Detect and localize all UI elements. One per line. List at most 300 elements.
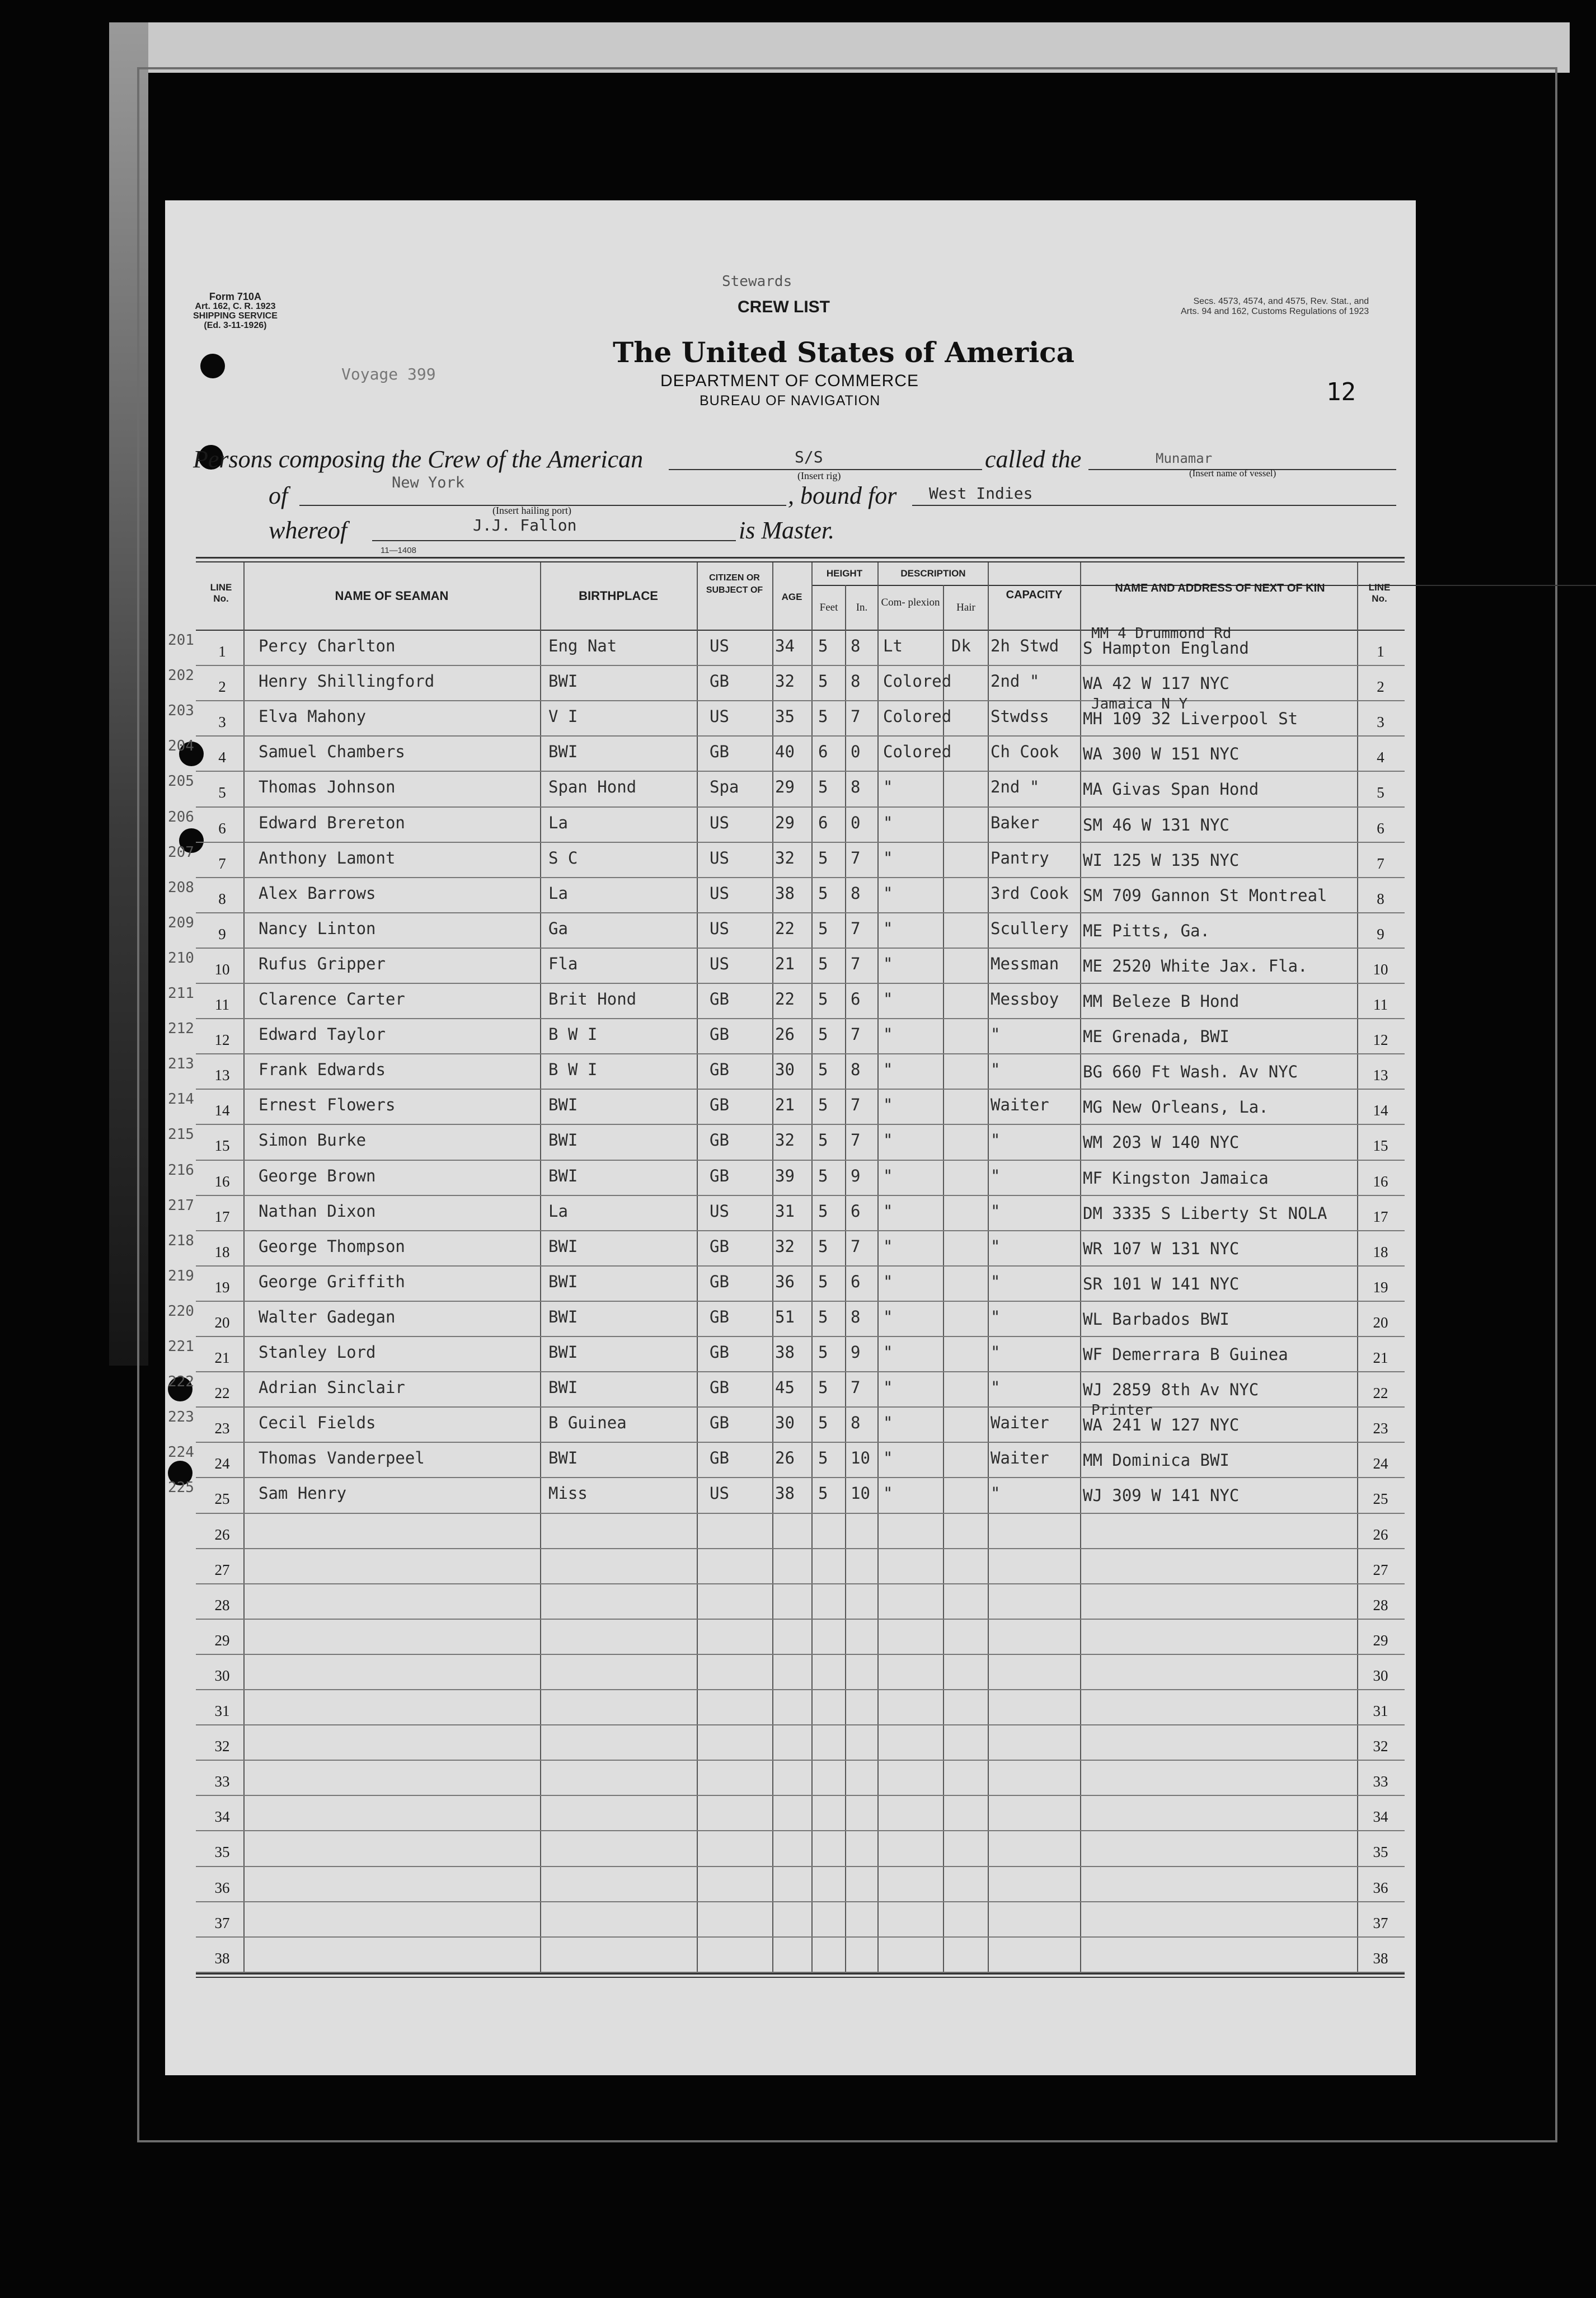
birthplace: B Guinea bbox=[548, 1413, 627, 1433]
age: 21 bbox=[775, 1095, 795, 1115]
age: 31 bbox=[775, 1201, 795, 1221]
capacity: 2nd " bbox=[991, 672, 1040, 691]
height-inches: 8 bbox=[851, 636, 861, 655]
height-inches: 8 bbox=[851, 883, 861, 903]
birthplace: BWI bbox=[548, 1378, 578, 1397]
col-capacity: CAPACITY bbox=[1006, 589, 1063, 601]
line-number-right: 20 bbox=[1373, 1314, 1388, 1331]
capacity: " bbox=[991, 1272, 1001, 1291]
line-number-right: 22 bbox=[1373, 1385, 1388, 1402]
capacity: Baker bbox=[991, 813, 1040, 832]
height-feet: 5 bbox=[818, 1448, 828, 1468]
is-master-label: is Master. bbox=[739, 517, 835, 544]
line-number: 13 bbox=[214, 1067, 230, 1084]
birthplace: BWI bbox=[548, 1236, 578, 1256]
birthplace: Span Hond bbox=[548, 777, 637, 797]
complexion: " bbox=[883, 848, 893, 867]
line-number-right: 25 bbox=[1373, 1490, 1388, 1508]
country-title: The United States of America bbox=[613, 336, 1075, 369]
voyage-number: Voyage 399 bbox=[341, 365, 436, 383]
next-of-kin: SM 709 Gannon St Montreal bbox=[1083, 885, 1327, 905]
margin-number: 212 bbox=[168, 1020, 194, 1038]
row-rule bbox=[196, 1866, 1405, 1867]
next-of-kin: DM 3335 S Liberty St NOLA bbox=[1083, 1203, 1327, 1223]
form-ref: SHIPPING SERVICE bbox=[193, 311, 278, 321]
citizenship: GB bbox=[710, 1272, 729, 1291]
line-number: 23 bbox=[214, 1420, 230, 1437]
complexion: Colored bbox=[883, 707, 952, 726]
birthplace: La bbox=[548, 813, 568, 832]
col-hair: Hair bbox=[956, 602, 975, 613]
capacity: Waiter bbox=[991, 1413, 1049, 1433]
seaman-name: Nathan Dixon bbox=[259, 1201, 376, 1221]
margin-number: 214 bbox=[168, 1091, 194, 1108]
citizenship: GB bbox=[710, 1448, 729, 1468]
line-number-right: 10 bbox=[1373, 960, 1388, 978]
col-name: NAME OF SEAMAN bbox=[335, 589, 449, 603]
height-feet: 5 bbox=[818, 707, 828, 726]
line-number-right: 7 bbox=[1377, 855, 1384, 872]
margin-number: 207 bbox=[168, 843, 194, 861]
line-number-right: 17 bbox=[1373, 1208, 1388, 1225]
height-inches: 7 bbox=[851, 1095, 861, 1115]
height-feet: 6 bbox=[818, 813, 828, 832]
birthplace: B W I bbox=[548, 1060, 598, 1080]
birthplace: Fla bbox=[548, 954, 578, 973]
line-number-right: 1 bbox=[1377, 643, 1384, 660]
margin-number: 223 bbox=[168, 1409, 194, 1426]
height-feet: 5 bbox=[818, 1095, 828, 1115]
height-inches: 8 bbox=[851, 1307, 861, 1326]
complexion: " bbox=[883, 1272, 893, 1291]
line-number: 14 bbox=[214, 1102, 230, 1119]
capacity: " bbox=[991, 1378, 1001, 1397]
line-number-right: 34 bbox=[1373, 1808, 1388, 1826]
statute-ref-line: Secs. 4573, 4574, and 4575, Rev. Stat., and bbox=[1193, 297, 1369, 306]
complexion: " bbox=[883, 1484, 893, 1503]
complexion: " bbox=[883, 1413, 893, 1433]
row-rule bbox=[196, 1018, 1405, 1019]
birthplace: BWI bbox=[548, 1307, 578, 1326]
height-feet: 5 bbox=[818, 1060, 828, 1080]
next-of-kin: BG 660 Ft Wash. Av NYC bbox=[1083, 1062, 1298, 1082]
preamble-line1: Persons composing the Crew of the American bbox=[193, 445, 644, 473]
complexion: " bbox=[883, 1236, 893, 1256]
height-feet: 5 bbox=[818, 1378, 828, 1397]
line-number: 24 bbox=[214, 1455, 230, 1472]
next-of-kin: WA 300 W 151 NYC bbox=[1083, 744, 1240, 764]
whereof-label: whereof bbox=[269, 517, 348, 544]
line-number: 27 bbox=[214, 1561, 230, 1578]
margin-number: 208 bbox=[168, 879, 194, 896]
birthplace: BWI bbox=[548, 742, 578, 762]
row-rule bbox=[196, 700, 1405, 701]
complexion: " bbox=[883, 1060, 893, 1080]
next-of-kin: SM 46 W 131 NYC bbox=[1083, 815, 1229, 834]
age: 26 bbox=[775, 1448, 795, 1468]
col-line-no: LINE No. bbox=[210, 582, 232, 604]
height-feet: 5 bbox=[818, 1484, 828, 1503]
capacity: " bbox=[991, 1201, 1001, 1221]
statute-ref bbox=[1181, 297, 1369, 317]
line-number: 7 bbox=[218, 855, 226, 872]
next-of-kin: MA Givas Span Hond bbox=[1083, 780, 1259, 799]
line-number-right: 36 bbox=[1373, 1879, 1388, 1896]
age: 36 bbox=[775, 1272, 795, 1291]
next-of-kin: MG New Orleans, La. bbox=[1083, 1098, 1269, 1117]
line-number-right: 30 bbox=[1373, 1667, 1388, 1684]
col-citizen: CITIZEN OR SUBJECT OF bbox=[706, 573, 763, 595]
margin-number: 210 bbox=[168, 949, 194, 967]
line-number-right: 24 bbox=[1373, 1455, 1388, 1472]
next-of-kin: WR 107 W 131 NYC bbox=[1083, 1239, 1240, 1258]
margin-number: 209 bbox=[168, 914, 194, 931]
age: 32 bbox=[775, 672, 795, 691]
age: 38 bbox=[775, 883, 795, 903]
next-of-kin: WM 203 W 140 NYC bbox=[1083, 1133, 1240, 1152]
citizenship: GB bbox=[710, 1413, 729, 1433]
margin-number: 204 bbox=[168, 738, 194, 755]
citizenship: US bbox=[710, 813, 729, 832]
seaman-name: Clarence Carter bbox=[259, 989, 405, 1009]
line-number-right: 9 bbox=[1377, 925, 1384, 942]
height-inches: 6 bbox=[851, 989, 861, 1009]
complexion: " bbox=[883, 954, 893, 973]
birthplace: BWI bbox=[548, 1343, 578, 1362]
complexion: " bbox=[883, 1025, 893, 1044]
citizenship: GB bbox=[710, 1060, 729, 1080]
margin-number: 222 bbox=[168, 1373, 194, 1391]
row-rule bbox=[196, 1901, 1405, 1902]
age: 32 bbox=[775, 1236, 795, 1256]
of-label: of bbox=[269, 482, 288, 509]
line-number-right: 18 bbox=[1373, 1243, 1388, 1260]
capacity: Messboy bbox=[991, 989, 1059, 1009]
seaman-name: Alex Barrows bbox=[259, 883, 376, 903]
complexion: " bbox=[883, 1095, 893, 1115]
margin-number: 221 bbox=[168, 1338, 194, 1355]
citizenship: GB bbox=[710, 1236, 729, 1256]
capacity: " bbox=[991, 1236, 1001, 1256]
height-inches: 8 bbox=[851, 777, 861, 797]
margin-number: 213 bbox=[168, 1056, 194, 1073]
row-rule bbox=[196, 1230, 1405, 1231]
line-number-right: 4 bbox=[1377, 749, 1384, 766]
complexion: " bbox=[883, 918, 893, 938]
line-number: 5 bbox=[218, 784, 226, 801]
birthplace: BWI bbox=[548, 1448, 578, 1468]
col-feet: Feet bbox=[819, 602, 838, 613]
line-number: 1 bbox=[218, 643, 226, 660]
line-number-right: 33 bbox=[1373, 1773, 1388, 1790]
next-of-kin: WA 241 W 127 NYC bbox=[1083, 1415, 1240, 1435]
col-height: HEIGHT bbox=[826, 568, 863, 579]
height-inches: 8 bbox=[851, 1060, 861, 1080]
height-inches: 6 bbox=[851, 1272, 861, 1291]
line-number: 34 bbox=[214, 1808, 230, 1826]
complexion: " bbox=[883, 1307, 893, 1326]
line-number-right: 32 bbox=[1373, 1738, 1388, 1755]
row-rule bbox=[196, 1548, 1405, 1549]
seaman-name: Rufus Gripper bbox=[259, 954, 386, 973]
line-number: 4 bbox=[218, 749, 226, 766]
bound-for-label: , bound for bbox=[788, 482, 897, 509]
port-caption: (Insert hailing port) bbox=[492, 505, 571, 516]
col-line-no-right: LINE No. bbox=[1368, 582, 1391, 604]
citizenship: GB bbox=[710, 742, 729, 762]
row-rule bbox=[196, 1477, 1405, 1478]
line-number-right: 8 bbox=[1377, 890, 1384, 907]
capacity: Messman bbox=[991, 954, 1059, 973]
row-rule bbox=[196, 1830, 1405, 1831]
birthplace: V I bbox=[548, 707, 578, 726]
margin-number: 215 bbox=[168, 1126, 194, 1143]
row-rule bbox=[196, 1795, 1405, 1796]
line-number: 21 bbox=[214, 1349, 230, 1366]
height-feet: 5 bbox=[818, 777, 828, 797]
next-of-kin-line2: MM 4 Drummond Rd bbox=[1091, 625, 1232, 642]
form-number-block bbox=[193, 292, 278, 330]
complexion: " bbox=[883, 989, 893, 1009]
citizenship: US bbox=[710, 883, 729, 903]
complexion: Colored bbox=[883, 672, 952, 691]
line-number-right: 15 bbox=[1373, 1137, 1388, 1155]
height-feet: 5 bbox=[818, 1025, 828, 1044]
complexion: " bbox=[883, 1343, 893, 1362]
master-name: J.J. Fallon bbox=[473, 516, 577, 534]
seaman-name: Samuel Chambers bbox=[259, 742, 405, 762]
line-number: 36 bbox=[214, 1879, 230, 1896]
line-number-right: 11 bbox=[1373, 996, 1388, 1013]
margin-number: 218 bbox=[168, 1232, 194, 1249]
margin-number: 201 bbox=[168, 632, 194, 649]
line-number: 10 bbox=[214, 960, 230, 978]
line-number-right: 21 bbox=[1373, 1349, 1388, 1366]
row-rule bbox=[196, 1760, 1405, 1761]
margin-number: 211 bbox=[168, 985, 194, 1002]
complexion: " bbox=[883, 1448, 893, 1468]
citizenship: GB bbox=[710, 1025, 729, 1044]
next-of-kin: WA 42 W 117 NYC bbox=[1083, 674, 1229, 693]
citizenship: GB bbox=[710, 1166, 729, 1185]
age: 22 bbox=[775, 989, 795, 1009]
row-rule bbox=[196, 1689, 1405, 1690]
row-rule bbox=[196, 1301, 1405, 1302]
line-number: 33 bbox=[214, 1773, 230, 1790]
next-of-kin-line2: Jamaica N Y bbox=[1091, 696, 1188, 713]
height-feet: 6 bbox=[818, 742, 828, 762]
form-ref: (Ed. 3-11-1926) bbox=[204, 321, 267, 330]
next-of-kin: MF Kingston Jamaica bbox=[1083, 1168, 1269, 1188]
seaman-name: Frank Edwards bbox=[259, 1060, 386, 1080]
row-rule bbox=[196, 1724, 1405, 1725]
row-rule bbox=[196, 1406, 1405, 1408]
citizenship: US bbox=[710, 848, 729, 867]
birthplace: Miss bbox=[548, 1484, 588, 1503]
citizenship: GB bbox=[710, 672, 729, 691]
complexion: Lt bbox=[883, 636, 903, 655]
next-of-kin: ME 2520 White Jax. Fla. bbox=[1083, 956, 1308, 976]
col-next-of-kin: NAME AND ADDRESS OF NEXT OF KIN bbox=[1115, 582, 1325, 594]
height-inches: 6 bbox=[851, 1201, 861, 1221]
height-inches: 7 bbox=[851, 707, 861, 726]
next-of-kin: MM Beleze B Hond bbox=[1083, 992, 1240, 1011]
line-number: 26 bbox=[214, 1526, 230, 1543]
row-rule bbox=[196, 771, 1405, 772]
form-title: CREW LIST bbox=[738, 298, 830, 316]
seaman-name: Simon Burke bbox=[259, 1131, 367, 1150]
margin-number: 202 bbox=[168, 667, 194, 684]
row-rule bbox=[196, 1619, 1405, 1620]
margin-number: 205 bbox=[168, 773, 194, 790]
birthplace: Ga bbox=[548, 918, 568, 938]
line-number-right: 19 bbox=[1373, 1278, 1388, 1296]
dept-label: Stewards bbox=[722, 273, 792, 290]
line-number: 16 bbox=[214, 1173, 230, 1190]
line-number-right: 31 bbox=[1373, 1703, 1388, 1719]
row-rule bbox=[196, 1513, 1405, 1514]
row-rule bbox=[196, 1654, 1405, 1655]
line-number-right: 37 bbox=[1373, 1914, 1388, 1931]
height-feet: 5 bbox=[818, 1307, 828, 1326]
next-of-kin: WJ 2859 8th Av NYC bbox=[1083, 1380, 1259, 1400]
line-number-right: 35 bbox=[1373, 1844, 1388, 1861]
margin-number: 206 bbox=[168, 808, 194, 826]
row-rule bbox=[196, 1124, 1405, 1125]
margin-number: 224 bbox=[168, 1444, 194, 1461]
seaman-name: Edward Brereton bbox=[259, 813, 405, 832]
capacity: Scullery bbox=[991, 918, 1069, 938]
vessel-name: Munamar bbox=[1156, 451, 1213, 466]
capacity: " bbox=[991, 1343, 1001, 1362]
line-number: 28 bbox=[214, 1596, 230, 1614]
seaman-name: George Brown bbox=[259, 1166, 376, 1185]
line-number: 22 bbox=[214, 1385, 230, 1402]
row-rule bbox=[196, 1936, 1405, 1938]
row-rule bbox=[196, 1336, 1405, 1337]
next-of-kin: WI 125 W 135 NYC bbox=[1083, 850, 1240, 870]
height-inches: 0 bbox=[851, 813, 861, 832]
citizenship: GB bbox=[710, 989, 729, 1009]
margin-number: 225 bbox=[168, 1479, 194, 1497]
line-number: 37 bbox=[214, 1914, 230, 1931]
row-rule bbox=[196, 665, 1405, 666]
complexion: " bbox=[883, 1378, 893, 1397]
statute-ref-line: Arts. 94 and 162, Customs Regulations of 1923 bbox=[1181, 307, 1369, 316]
line-number: 6 bbox=[218, 819, 226, 837]
height-inches: 10 bbox=[851, 1484, 870, 1503]
birthplace: La bbox=[548, 883, 568, 903]
birthplace: BWI bbox=[548, 1166, 578, 1185]
margin-number: 216 bbox=[168, 1161, 194, 1179]
line-number-right: 5 bbox=[1377, 784, 1384, 801]
next-of-kin: MM Dominica BWI bbox=[1083, 1451, 1229, 1470]
col-birthplace: BIRTHPLACE bbox=[579, 589, 658, 603]
row-rule bbox=[196, 983, 1405, 984]
seaman-name: Nancy Linton bbox=[259, 918, 376, 938]
rig-caption: (Insert rig) bbox=[797, 470, 841, 481]
seaman-name: Anthony Lamont bbox=[259, 848, 396, 867]
seaman-name: Walter Gadegan bbox=[259, 1307, 396, 1326]
height-feet: 5 bbox=[818, 1272, 828, 1291]
height-feet: 5 bbox=[818, 636, 828, 655]
citizenship: Spa bbox=[710, 777, 739, 797]
line-number-right: 27 bbox=[1373, 1561, 1388, 1578]
next-of-kin: WJ 309 W 141 NYC bbox=[1083, 1486, 1240, 1506]
col-inches: In. bbox=[856, 602, 868, 613]
age: 51 bbox=[775, 1307, 795, 1326]
height-inches: 10 bbox=[851, 1448, 870, 1468]
capacity: Ch Cook bbox=[991, 742, 1059, 762]
age: 40 bbox=[775, 742, 795, 762]
margin-number: 219 bbox=[168, 1267, 194, 1284]
height-feet: 5 bbox=[818, 848, 828, 867]
line-number: 25 bbox=[214, 1490, 230, 1508]
col-description: DESCRIPTION bbox=[900, 568, 966, 579]
line-number-right: 28 bbox=[1373, 1596, 1388, 1614]
age: 30 bbox=[775, 1413, 795, 1433]
birthplace: B W I bbox=[548, 1025, 598, 1044]
age: 29 bbox=[775, 777, 795, 797]
birthplace: S C bbox=[548, 848, 578, 867]
height-inches: 8 bbox=[851, 672, 861, 691]
row-rule bbox=[196, 1160, 1405, 1161]
age: 45 bbox=[775, 1378, 795, 1397]
called-the-label: called the bbox=[985, 445, 1082, 473]
row-rule bbox=[196, 1089, 1405, 1090]
height-inches: 7 bbox=[851, 848, 861, 867]
height-inches: 7 bbox=[851, 1025, 861, 1044]
complexion: Colored bbox=[883, 742, 952, 762]
height-feet: 5 bbox=[818, 1236, 828, 1256]
line-number: 32 bbox=[214, 1738, 230, 1755]
age: 38 bbox=[775, 1484, 795, 1503]
seaman-name: George Griffith bbox=[259, 1272, 405, 1291]
margin-number: 220 bbox=[168, 1302, 194, 1320]
next-of-kin-line2: Printer bbox=[1091, 1402, 1153, 1419]
line-number-right: 12 bbox=[1373, 1031, 1388, 1049]
capacity: " bbox=[991, 1060, 1001, 1080]
row-rule bbox=[196, 1053, 1405, 1054]
line-number-right: 16 bbox=[1373, 1173, 1388, 1190]
line-number: 35 bbox=[214, 1844, 230, 1861]
height-feet: 5 bbox=[818, 1166, 828, 1185]
row-rule bbox=[196, 877, 1405, 878]
margin-number: 203 bbox=[168, 702, 194, 720]
form-number: Form 710A bbox=[209, 291, 261, 302]
capacity: " bbox=[991, 1484, 1001, 1503]
birthplace: BWI bbox=[548, 1272, 578, 1291]
complexion: " bbox=[883, 813, 893, 832]
row-rule bbox=[196, 806, 1405, 808]
capacity: Stwdss bbox=[991, 707, 1049, 726]
capacity: Waiter bbox=[991, 1448, 1049, 1468]
line-number: 9 bbox=[218, 925, 226, 942]
capacity: 2nd " bbox=[991, 777, 1040, 797]
line-number: 12 bbox=[214, 1031, 230, 1049]
row-rule bbox=[196, 1972, 1405, 1973]
sheet-number: 12 bbox=[1326, 378, 1356, 406]
citizenship: US bbox=[710, 636, 729, 655]
height-feet: 5 bbox=[818, 1413, 828, 1433]
scan-border-top bbox=[109, 22, 1570, 73]
citizenship: US bbox=[710, 1201, 729, 1221]
capacity: 2h Stwd bbox=[991, 636, 1059, 655]
seaman-name: Edward Taylor bbox=[259, 1025, 386, 1044]
row-rule bbox=[196, 1583, 1405, 1584]
citizenship: GB bbox=[710, 1307, 729, 1326]
next-of-kin: S Hampton England bbox=[1083, 639, 1249, 658]
